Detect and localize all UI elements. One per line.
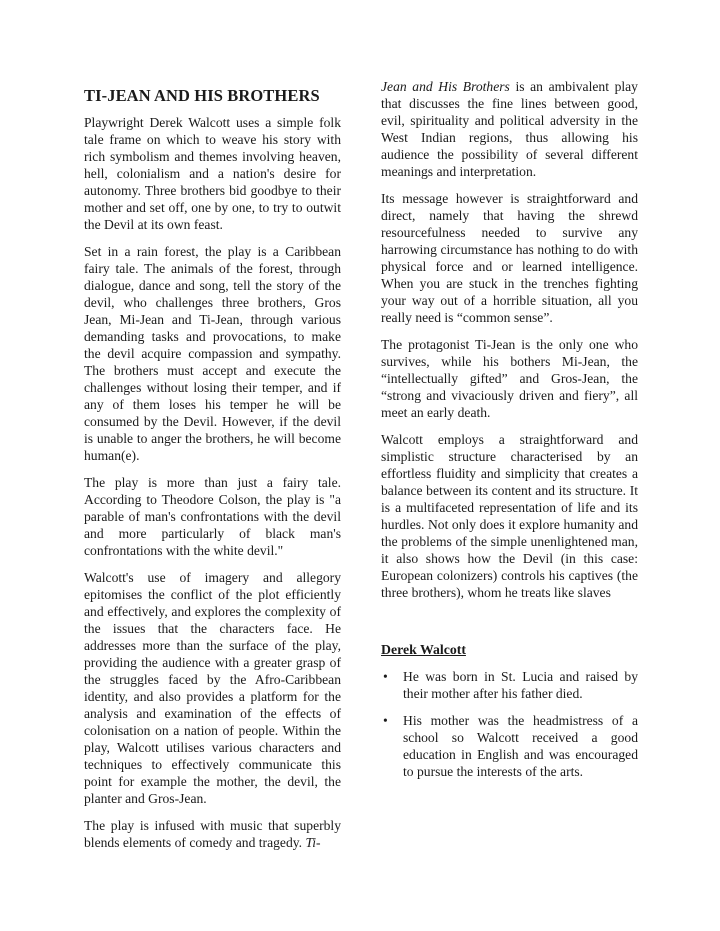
paragraph-split-end xyxy=(381,78,638,180)
paragraph: The play is more than just a fairy tale. According to Theodore Colson, the play is "a parable of man's confrontations with the devil and more particularly of black man's confrontations with the white devil." xyxy=(84,475,341,558)
paragraph: Walcott employs a straightforward and simplistic structure characterised by an effortless fluidity and simplicity that creates a balance between its content and its structure. It is a multifaceted representation of life and its hurdles. Not only does it explore humanity and the problems of the simple unenlightened man, it also shows how the Devil (in this case: European colonizers) controls his captives (the three brothers), whom he treats like slaves xyxy=(381,432,638,600)
bullet-list xyxy=(381,668,638,780)
paragraph: Set in a rain forest, the play is a Caribbean fairy tale. The animals of the forest, through dialogue, dance and song, tell the story of the devil, who challenges three brothers, Gros Jean, Mi-Jean and Ti-Jean, through various demanding tasks and provocations, to make the devil acquire compassion and sympathy. The brothers must accept and execute the challenges without losing their temper, and if any of them loses his temper he will be consumed by the Devil. However, if the devil is unable to anger the brothers, he will become human(e). xyxy=(84,244,341,463)
right-column xyxy=(381,78,638,790)
paragraph: The protagonist Ti-Jean is the only one who survives, while his bothers Mi-Jean, the “intellectually gifted” and Gros-Jean, the “strong and vivaciously driven and fiery”, all meet an early death. xyxy=(381,337,638,420)
paragraph: Its message however is straightforward and direct, namely that having the shrewd resourcefulness needed to survive any harrowing circumstance has nothing to do with physical force and or learned intelligence. When you are stuck in the trenches fighting your way out of a horrible situation, all you really need is “common sense”. xyxy=(381,191,638,325)
paragraph-text: is an ambivalent play that discusses the fine lines between good, evil, spirituality and political adversity in the West Indian regions, thus allowing his audience the possibility of several different meanings and interpretation. xyxy=(381,79,638,179)
list-item-text: His mother was the headmistress of a school so Walcott received a good education in English and was encouraged to pursue the interests of the arts. xyxy=(403,713,638,779)
paragraph-split-start xyxy=(84,817,341,851)
play-title-italic: Ti- xyxy=(305,835,321,850)
play-title-italic: Jean and His Brothers xyxy=(381,79,510,94)
section-heading: Derek Walcott xyxy=(381,642,466,657)
bullet-icon: • xyxy=(383,713,388,728)
paragraph-text: The play is infused with music that superbly blends elements of comedy and tragedy. xyxy=(84,818,341,850)
list-item xyxy=(381,712,638,780)
paragraph: Walcott's use of imagery and allegory epitomises the conflict of the plot efficiently and effectively, and explores the complexity of the issues that the characters face. He addresses more than the surface of the play, providing the audience with a greater grasp of the struggles faced by the Afro-Caribbean identity, and also provides a platform for the analysis and examination of the effects of colonisation on a nation of people. Within the play, Walcott utilises various characters and techniques to effectively communicate this point for example the mother, the devil, the planter and Gros-Jean. xyxy=(84,570,341,806)
bullet-icon: • xyxy=(383,669,388,684)
list-item-text: He was born in St. Lucia and raised by their mother after his father died. xyxy=(403,669,638,701)
left-column xyxy=(84,80,341,861)
article-title: TI-JEAN AND HIS BROTHERS xyxy=(84,86,320,105)
list-item xyxy=(381,668,638,702)
paragraph: Playwright Derek Walcott uses a simple folk tale frame on which to weave his story with rich symbolism and themes involving heaven, hell, colonialism and a nation's desire for autonomy. Three brothers bid goodbye to their mother and set off, one by one, to try to outwit the Devil at its own feast. xyxy=(84,115,341,232)
